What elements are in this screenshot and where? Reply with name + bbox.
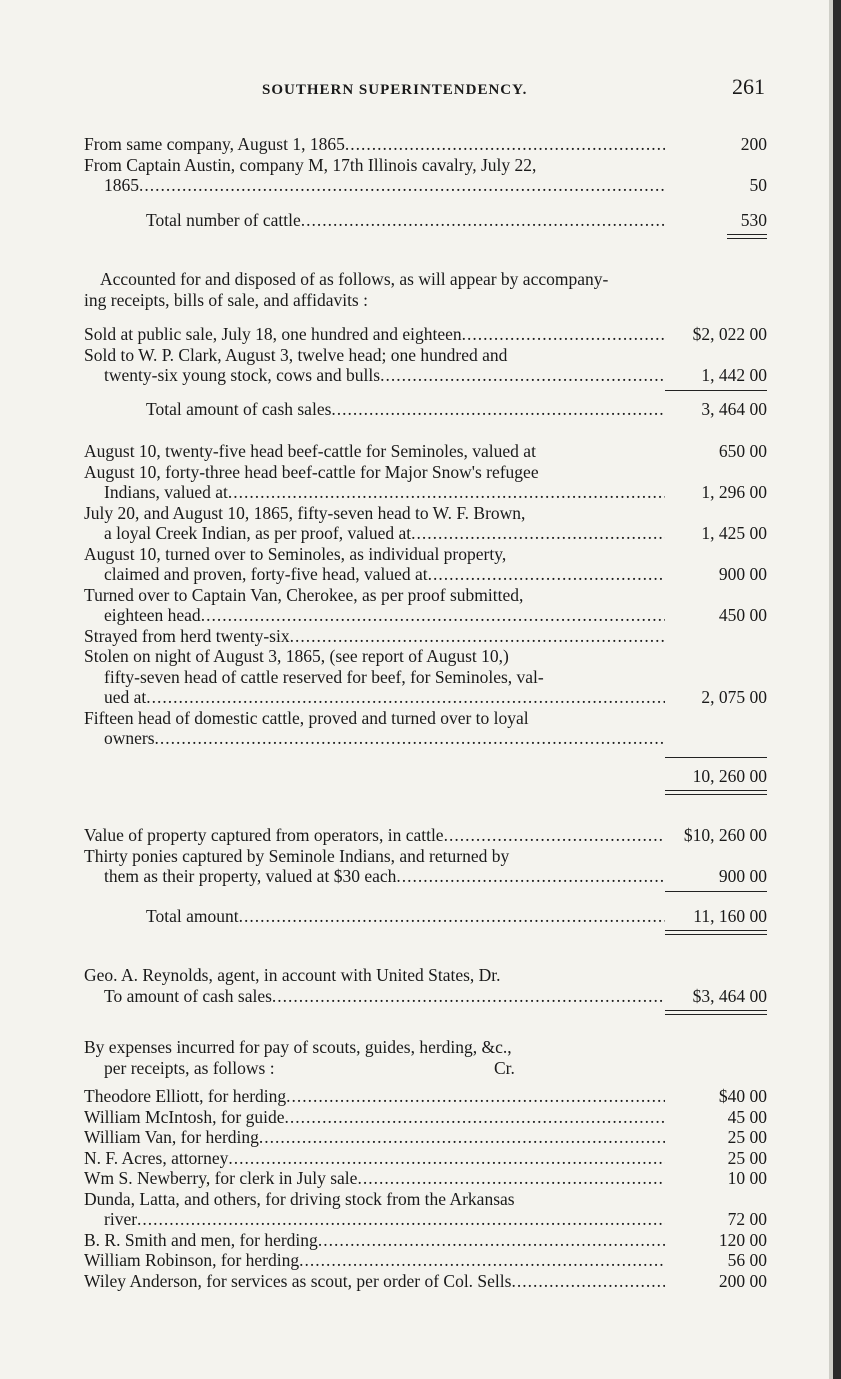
row-label: Sold at public sale, July 18, one hundred and eighteen ..... xyxy=(84,324,665,345)
cattle-row xyxy=(84,175,767,196)
row-amount: 120 00 xyxy=(718,1229,767,1250)
total-amount: 3, 464 00 xyxy=(701,398,767,419)
row-amount: $2, 022 00 xyxy=(692,324,767,344)
expense-row xyxy=(84,1271,767,1292)
row-label: August 10, twenty-five head beef-cattle for Seminoles, valued at xyxy=(84,441,536,461)
total-label: Total amount ..... xyxy=(84,906,665,927)
row-label: ued at ..... xyxy=(84,687,665,708)
intro-line2: ing receipts, bills of sale, and affidavits : xyxy=(84,289,368,310)
row-label-line1: Fifteen head of domestic cattle, proved and turned over to loyal xyxy=(84,707,529,728)
row-label-line1: August 10, turned over to Seminoles, as individual property, xyxy=(84,543,507,564)
row-label-line1: Thirty ponies captured by Seminole Indians, and returned by xyxy=(84,845,510,866)
disposition-row xyxy=(84,626,767,647)
sale-row xyxy=(84,324,767,345)
sale-row xyxy=(84,365,767,386)
row-label-line1: Stolen on night of August 3, 1865, (see report of August 10,) xyxy=(84,646,509,666)
expense-row xyxy=(84,1086,767,1107)
total-amount: 11, 160 00 xyxy=(693,905,767,926)
row-label: Theodore Elliott, for herding ..... xyxy=(84,1086,665,1107)
expense-row xyxy=(84,1127,767,1148)
captured-row xyxy=(84,825,767,846)
row-label: B. R. Smith and men, for herding ..... xyxy=(84,1230,665,1251)
page-number: 261 xyxy=(732,74,765,99)
row-amount: 1, 442 00 xyxy=(701,365,767,385)
total-label: Total amount of cash sales ..... xyxy=(84,399,665,420)
row-amount: 200 00 xyxy=(718,1270,767,1291)
expense-row xyxy=(84,1168,767,1189)
row-amount: 650 00 xyxy=(718,441,767,461)
row-label: owners ..... xyxy=(84,728,665,749)
expense-row xyxy=(84,1209,767,1230)
credit-label: Cr. xyxy=(494,1057,515,1078)
row-amount: 25 00 xyxy=(727,1127,767,1147)
row-amount: 450 00 xyxy=(718,605,767,625)
row-label: 1865 ..... xyxy=(84,175,665,196)
total-label: Total number of cattle ..... xyxy=(84,210,665,231)
disposition-row xyxy=(84,523,767,544)
disposition-row xyxy=(84,728,767,749)
row-label-line1: Sold to W. P. Clark, August 3, twelve head; one hundred and xyxy=(84,344,508,365)
row-amount: 1, 296 00 xyxy=(701,482,767,502)
dispositions-total-row xyxy=(84,766,767,787)
expenses-intro-line2 xyxy=(84,1058,767,1079)
row-label: William Robinson, for herding ..... xyxy=(84,1250,665,1271)
row-label: a loyal Creek Indian, as per proof, valued at ..... xyxy=(84,523,665,544)
running-title: SOUTHERN SUPERINTENDENCY. xyxy=(262,82,528,98)
total-amount: 10, 260 00 xyxy=(692,765,767,786)
dispositions-list xyxy=(84,441,767,749)
row-label: Indians, valued at ..... xyxy=(84,482,665,503)
account-heading: Geo. A. Reynolds, agent, in account with United States, Dr. xyxy=(84,965,501,985)
row-amount: 45 00 xyxy=(727,1106,767,1127)
document-page xyxy=(84,70,767,1291)
captured-total-row xyxy=(84,906,767,927)
row-label-line1: August 10, forty-three head beef-cattle for Major Snow's refugee xyxy=(84,461,539,482)
row-label: river ..... xyxy=(84,1209,665,1230)
page-header xyxy=(84,70,767,112)
disposition-row xyxy=(84,687,767,708)
row-amount: $40 00 xyxy=(718,1086,767,1106)
row-amount: 50 xyxy=(749,175,767,195)
row-label: From same company, August 1, 1865 ..... xyxy=(84,134,665,155)
row-amount: 56 00 xyxy=(727,1250,767,1270)
disposition-row xyxy=(84,482,767,503)
cattle-total-row xyxy=(84,210,767,231)
expense-row xyxy=(84,1250,767,1271)
expenses-intro-text: per receipts, as follows : xyxy=(104,1057,275,1078)
row-amount: 25 00 xyxy=(727,1147,767,1168)
row-amount: 72 00 xyxy=(727,1209,767,1229)
row-amount: 1, 425 00 xyxy=(701,523,767,543)
expense-row xyxy=(84,1148,767,1169)
row-amount: 2, 075 00 xyxy=(701,687,767,707)
expense-row xyxy=(84,1107,767,1128)
row-label: them as their property, valued at $30 each ..... xyxy=(84,866,665,887)
row-amount: 200 xyxy=(740,134,767,154)
captured-row xyxy=(84,866,767,887)
sales-total-row xyxy=(84,399,767,420)
disposition-row xyxy=(84,605,767,626)
row-label-line1: Turned over to Captain Van, Cherokee, as per proof submitted, xyxy=(84,584,524,605)
row-label: Wm S. Newberry, for clerk in July sale ..... xyxy=(84,1168,665,1189)
row-label-line1: July 20, and August 10, 1865, fifty-seven head to W. F. Brown, xyxy=(84,502,526,523)
row-label-line1: From Captain Austin, company M, 17th Illinois cavalry, July 22, xyxy=(84,154,537,175)
row-amount: 900 00 xyxy=(718,866,767,886)
disposition-row xyxy=(84,564,767,585)
page-edge xyxy=(833,0,841,1379)
row-label: Value of property captured from operators, in cattle ..... xyxy=(84,825,665,846)
intro-line1: Accounted for and disposed of as follows, as will appear by accompany- xyxy=(100,269,609,289)
row-label: twenty-six young stock, cows and bulls ..... xyxy=(84,365,665,386)
row-label: eighteen head ..... xyxy=(84,605,665,626)
row-amount: 10 00 xyxy=(727,1168,767,1188)
row-label: To amount of cash sales ..... xyxy=(84,986,665,1007)
row-label: N. F. Acres, attorney ..... xyxy=(84,1148,665,1169)
row-label-line1: Dunda, Latta, and others, for driving stock from the Arkansas xyxy=(84,1188,515,1209)
cattle-row xyxy=(84,134,767,155)
total-amount: 530 xyxy=(740,209,767,230)
expenses-list xyxy=(84,1086,767,1291)
row-amount: $3, 464 00 xyxy=(692,985,767,1006)
row-label: William McIntosh, for guide ..... xyxy=(84,1107,665,1128)
row-amount: $10, 260 00 xyxy=(683,825,767,845)
expenses-intro-line1: By expenses incurred for pay of scouts, guides, herding, &c., xyxy=(84,1037,512,1057)
expense-row xyxy=(84,1230,767,1251)
account-cash-row xyxy=(84,986,767,1007)
row-label: claimed and proven, forty-five head, valued at ..... xyxy=(84,564,665,585)
row-label: Wiley Anderson, for services as scout, per order of Col. Sells ..... xyxy=(84,1271,665,1292)
disposition-row xyxy=(84,441,767,462)
row-amount: 900 00 xyxy=(718,564,767,584)
row-label-line2: fifty-seven head of cattle reserved for beef, for Seminoles, val- xyxy=(104,666,544,687)
row-label: William Van, for herding ..... xyxy=(84,1127,665,1148)
row-label: Strayed from herd twenty-six ..... xyxy=(84,626,665,647)
